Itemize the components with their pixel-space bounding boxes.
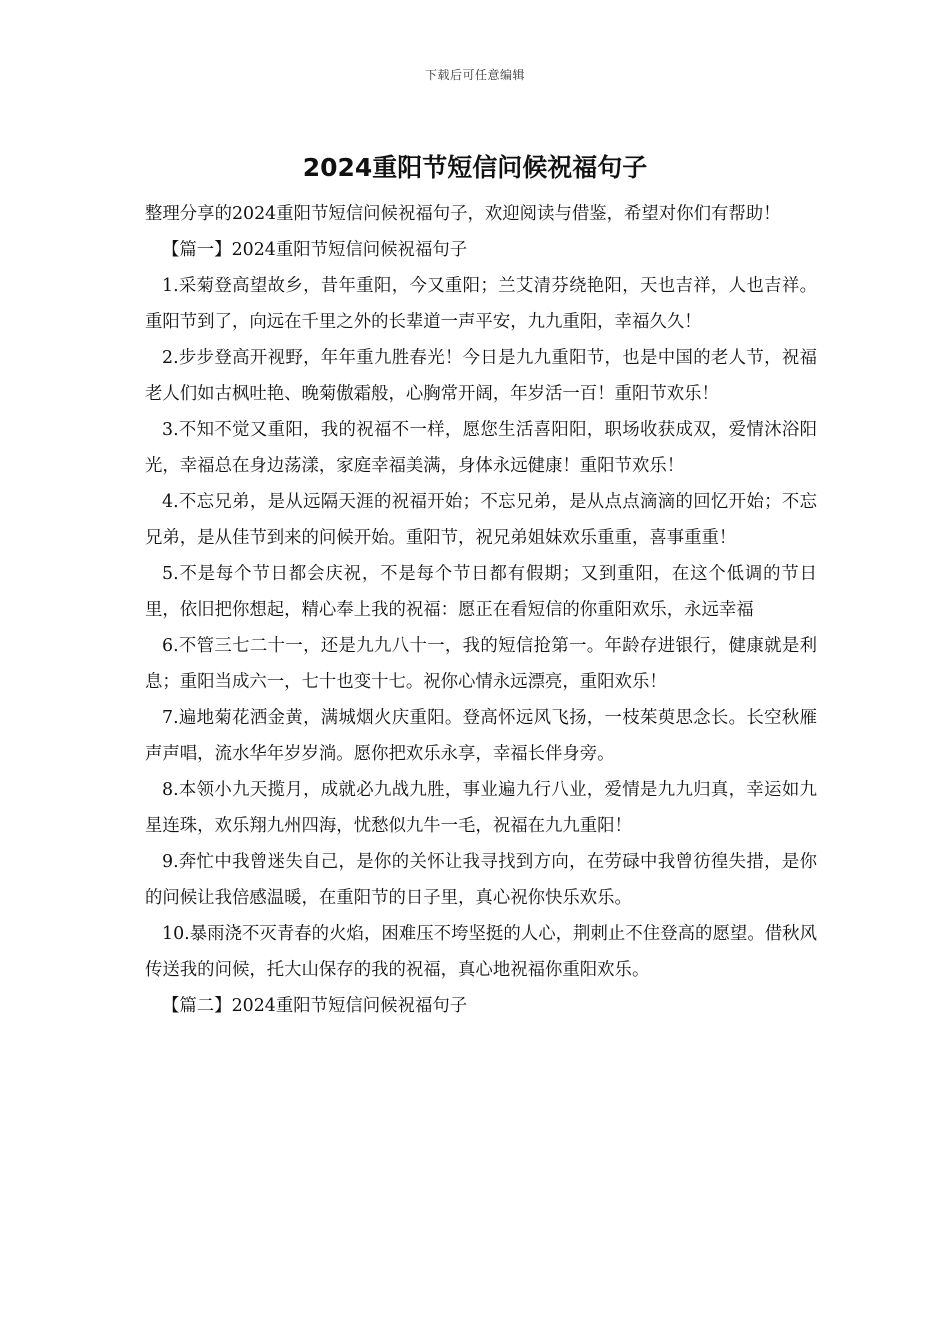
document-body (145, 196, 817, 1024)
section-heading-2: 【篇二】2024重阳节短信问候祝福句子 (162, 996, 468, 1016)
page-header-note: 下载后可任意编辑 (424, 68, 525, 82)
greeting-item-1: 1.采菊登高望故乡，昔年重阳，今又重阳；兰艾清芬绕艳阳，天也吉祥，人也吉祥。重阳节到了，向远在千里之外的长辈道一声平安，九九重阳，幸福久久！ (145, 276, 817, 332)
greeting-item-5: 5.不是每个节日都会庆祝，不是每个节日都有假期；又到重阳，在这个低调的节日里，依旧把你想起，精心奉上我的祝福：愿正在看短信的你重阳欢乐，永远幸福 (145, 564, 817, 620)
intro-paragraph: 整理分享的2024重阳节短信问候祝福句子，欢迎阅读与借鉴，希望对你们有帮助！ (145, 204, 781, 224)
greeting-item-3: 3.不知不觉又重阳，我的祝福不一样，愿您生活喜阳阳，职场收获成双，爱情沐浴阳光，幸福总在身边荡漾，家庭幸福美满，身体永远健康！重阳节欢乐！ (145, 420, 817, 476)
greeting-item-8: 8.本领小九天揽月，成就必九战九胜，事业遍九行八业，爱情是九九归真，幸运如九星连珠，欢乐翔九州四海，忧愁似九牛一毛，祝福在九九重阳！ (145, 780, 817, 836)
document-title: 2024重阳节短信问候祝福句子 (302, 153, 648, 182)
greeting-item-6: 6.不管三七二十一，还是九九八十一，我的短信抢第一。年龄存进银行，健康就是利息；重阳当成六一，七十也变十七。祝你心情永远漂亮，重阳欢乐！ (145, 636, 817, 692)
greeting-item-10: 10.暴雨浇不灭青春的火焰，困难压不垮坚挺的人心，荆刺止不住登高的愿望。借秋风传送我的问候，托大山保存的我的祝福，真心地祝福你重阳欢乐。 (145, 924, 817, 980)
greeting-item-4: 4.不忘兄弟，是从远隔天涯的祝福开始；不忘兄弟，是从点点滴滴的回忆开始；不忘兄弟，是从佳节到来的问候开始。重阳节，祝兄弟姐妹欢乐重重，喜事重重！ (145, 492, 817, 548)
greeting-item-9: 9.奔忙中我曾迷失自己，是你的关怀让我寻找到方向，在劳碌中我曾彷徨失措，是你的问候让我倍感温暖，在重阳节的日子里，真心祝你快乐欢乐。 (145, 852, 817, 908)
greeting-item-2: 2.步步登高开视野，年年重九胜春光！今日是九九重阳节，也是中国的老人节，祝福老人们如古枫吐艳、晚菊傲霜般，心胸常开阔，年岁活一百！重阳节欢乐！ (145, 348, 817, 404)
greeting-item-7: 7.遍地菊花洒金黄，满城烟火庆重阳。登高怀远风飞扬，一枝茱萸思念长。长空秋雁声声唱，流水华年岁岁淌。愿你把欢乐永享，幸福长伴身旁。 (145, 708, 817, 764)
section-heading-1: 【篇一】2024重阳节短信问候祝福句子 (162, 240, 468, 260)
